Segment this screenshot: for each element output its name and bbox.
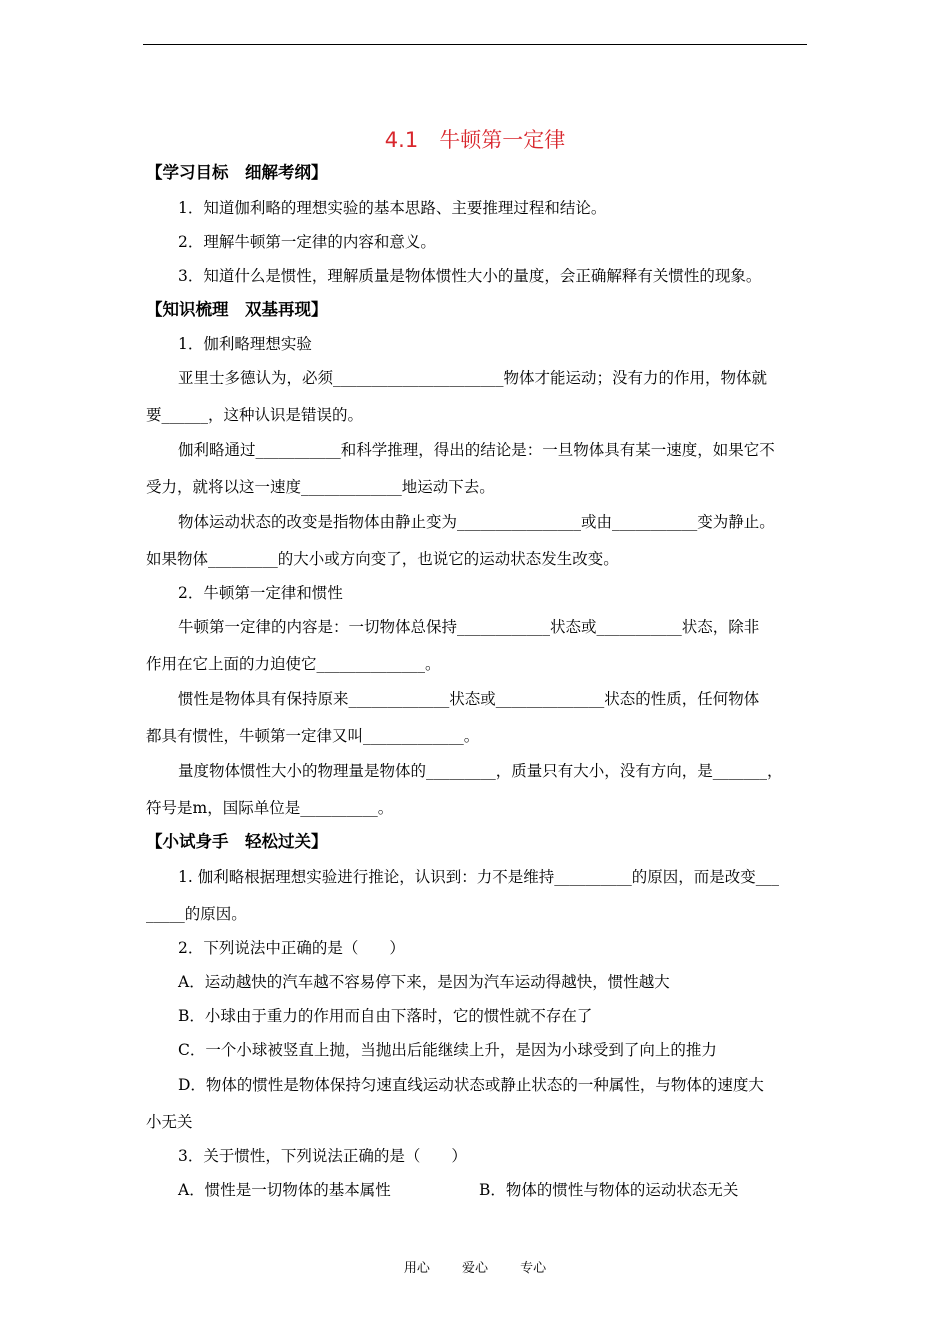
footer-text: 用心 [403, 1261, 430, 1276]
objective-item: 3．知道什么是惯性，理解质量是物体惯性大小的量度，会正确解释有关惯性的现象。 [178, 267, 762, 285]
section-heading-knowledge: 【知识梳理 双基再现】 [146, 300, 328, 319]
question-stem: 3．关于惯性，下列说法正确的是（ ） [178, 1147, 467, 1165]
question-line: _____的原因。 [146, 905, 247, 923]
footer-text: 爱心 [461, 1261, 488, 1276]
objective-item: 2．理解牛顿第一定律的内容和意义。 [178, 233, 436, 251]
paragraph-line: 物体运动状态的改变是指物体由静止变为________________或由___________变为静止。 [178, 513, 775, 531]
option-a: A．惯性是一切物体的基本属性 [178, 1181, 391, 1199]
section-heading-objectives: 【学习目标 细解考纲】 [146, 163, 328, 182]
footer-text: 专心 [520, 1261, 547, 1276]
paragraph-line: 如果物体_________的大小或方向变了，也说它的运动状态发生改变。 [146, 550, 619, 568]
paragraph-line: 受力，就将以这一速度_____________地运动下去。 [146, 478, 495, 496]
paragraph-line: 量度物体惯性大小的物理量是物体的_________，质量只有大小，没有方向，是_______， [178, 762, 783, 780]
paragraph-line: 符号是m，国际单位是__________。 [146, 799, 394, 817]
question-stem: 2．下列说法中正确的是（ ） [178, 939, 405, 957]
subheading: 2．牛顿第一定律和惯性 [178, 584, 343, 602]
paragraph-line: 作用在它上面的力迫使它______________。 [146, 655, 441, 673]
subheading: 1．伽利略理想实验 [178, 335, 312, 353]
option-b: B．小球由于重力的作用而自由下落时，它的惯性就不存在了 [178, 1007, 593, 1025]
option-c: C．一个小球被竖直上抛，当抛出后能继续上升，是因为小球受到了向上的推力 [178, 1041, 717, 1059]
option-d-continued: 小无关 [146, 1113, 193, 1131]
paragraph-line: 惯性是物体具有保持原来_____________状态或______________状态的性质，任何物体 [178, 690, 760, 708]
objective-item: 1．知道伽利略的理想实验的基本思路、主要推理过程和结论。 [178, 199, 607, 217]
paragraph-line: 要______，这种认识是错误的。 [146, 406, 364, 424]
section-heading-practice: 【小试身手 轻松过关】 [146, 832, 328, 851]
option-a: A．运动越快的汽车越不容易停下来，是因为汽车运动得越快，惯性越大 [178, 973, 670, 991]
option-b: B．物体的惯性与物体的运动状态无关 [479, 1181, 739, 1199]
paragraph-line: 亚里士多德认为，必须______________________物体才能运动；没有力的作用，物体就 [178, 369, 768, 387]
paragraph-line: 都具有惯性，牛顿第一定律又叫_____________。 [146, 727, 480, 745]
paragraph-line: 牛顿第一定律的内容是：一切物体总保持____________状态或___________状态，除非 [178, 618, 760, 636]
question-line: 1. 伽利略根据理想实验进行推论，认识到：力不是维持__________的原因，而是改变___ [178, 868, 779, 886]
option-d: D．物体的惯性是物体保持匀速直线运动状态或静止状态的一种属性，与物体的速度大 [178, 1076, 764, 1094]
page-footer [0, 1257, 950, 1276]
header-rule [143, 44, 807, 45]
paragraph-line: 伽利略通过___________和科学推理，得出的结论是：一旦物体具有某一速度，如果它不 [178, 441, 775, 459]
page-title: 4.1 牛顿第一定律 [384, 128, 566, 152]
